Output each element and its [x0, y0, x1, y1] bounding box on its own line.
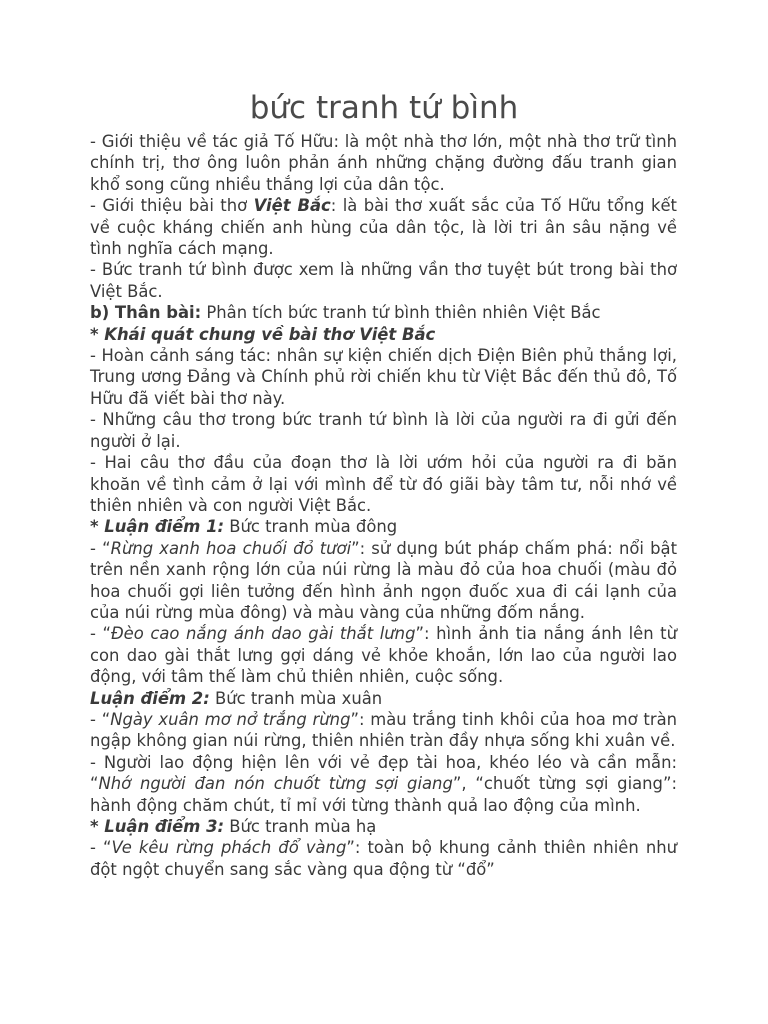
quoted-verse: Nhớ người đan nón chuốt từng sợi giang: [98, 774, 453, 794]
heading-body-section: b) Thân bài: Phân tích bức tranh tứ bình thiên nhiên Việt Bắc: [90, 303, 601, 323]
heading-point-2: Luận điểm 2: Bức tranh mùa xuân: [90, 688, 383, 708]
paragraph-spring-verse-1: - “Ngày xuân mơ nở trắng rừng”: màu trắng tinh khôi của hoa mơ tràn ngập không gian núi rừng, thiên nhiên tràn đầy nhựa sống khi xuân về.: [90, 709, 678, 751]
paragraph-winter-verse-1: - “Rừng xanh hoa chuối đỏ tươi”: sử dụng bút pháp chấm phá: nổi bật trên nền xanh rộng lớn của núi rừng là màu đỏ của hoa chuối (màu đỏ hoa chuối gợi liên tưởng đến hình ảnh ngọn đuốc xua đi cái lạnh của của núi rừng mùa đông) và màu vàng của những đốm nắng.: [90, 538, 677, 622]
paragraph-verses-speaker: - Những câu thơ trong bức tranh tứ bình là lời của người ra đi gửi đến người ở lại.: [90, 410, 677, 451]
paragraph-poem-intro: - Giới thiệu bài thơ Việt Bắc: là bài thơ xuất sắc của Tố Hữu tổng kết về cuộc kháng chiến anh hùng của dân tộc, là lời tri ân sâu nặng về tình nghĩa cách mạng.: [90, 196, 677, 259]
quoted-verse: Ngày xuân mơ nở trắng rừng: [110, 709, 351, 729]
quoted-verse: Đèo cao nắng ánh dao gài thắt lưng: [110, 624, 416, 644]
paragraph-winter-verse-2: - “Đèo cao nắng ánh dao gài thắt lưng”: hình ảnh tia nắng ánh lên từ con dao gài thắt lưng gợi dáng vẻ khỏe khoắn, lớn lao của người lao động, với tâm thế làm chủ thiên nhiên, cuộc sống.: [90, 624, 677, 687]
heading-overview: * Khái quát chung về bài thơ Việt Bắc: [90, 324, 436, 344]
paragraph-painting-intro: - Bức tranh tứ bình được xem là những vần thơ tuyệt bút trong bài thơ Việt Bắc.: [90, 260, 677, 301]
quoted-verse: Rừng xanh hoa chuối đỏ tươi: [110, 538, 352, 558]
paragraph-author-intro: - Giới thiệu về tác giả Tố Hữu: là một nhà thơ lớn, một nhà thơ trữ tình chính trị, thơ ông luôn phản ánh những chặng đường đấu tranh gian khổ song cũng nhiều thắng lợi của dân tộc.: [90, 132, 677, 194]
heading-point-3: * Luận điểm 3: Bức tranh mùa hạ: [90, 817, 377, 836]
paragraph-spring-verse-2: - Người lao động hiện lên với vẻ đẹp tài hoa, khéo léo và cần mẫn: “Nhớ người đan nón chuốt từng sợi giang”, “chuốt từng sợi giang”: hành động chăm chút, tỉ mỉ với từng thành quả lao động của mình.: [90, 752, 677, 815]
paragraph-summer-verse-1: - “Ve kêu rừng phách đổ vàng”: toàn bộ khung cảnh thiên nhiên như đột ngột chuyển sang sắc vàng qua động từ “đổ”: [90, 838, 677, 879]
heading-point-1: * Luận điểm 1: Bức tranh mùa đông: [90, 517, 398, 537]
document-body: [90, 131, 677, 880]
paragraph-context: - Hoàn cảnh sáng tác: nhân sự kiện chiến dịch Điện Biên phủ thắng lợi, Trung ương Đảng và Chính phủ rời chiến khu từ Việt Bắc đến thủ đô, Tố Hữu đã viết bài thơ này.: [90, 346, 677, 408]
page-title: bức tranh tứ bình: [249, 90, 519, 126]
paragraph-opening-verses: - Hai câu thơ đầu của đoạn thơ là lời ướm hỏi của người ra đi băn khoăn về tình cảm ở lại với mình để từ đó giãi bày tâm tư, nỗi nhớ về thiên nhiên và con người Việt Bắc.: [90, 453, 677, 515]
quoted-verse: Ve kêu rừng phách đổ vàng: [111, 838, 347, 858]
poem-title: Việt Bắc: [253, 196, 331, 216]
